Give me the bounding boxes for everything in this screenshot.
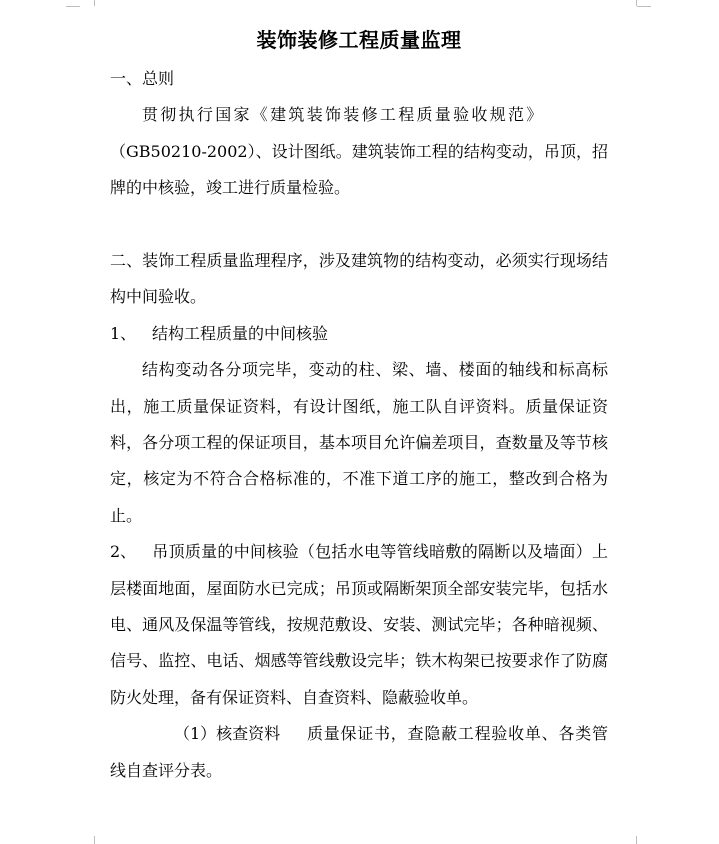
item-2-paragraph <box>110 534 608 716</box>
document-title: 装饰装修工程质量监理 <box>256 28 462 52</box>
crop-mark-bottom-left <box>80 836 95 844</box>
crop-mark-bottom-right <box>636 836 651 844</box>
section-2-heading: 二、装饰工程质量监理程序，涉及建筑物的结构变动，必须实行现场结构中间验收。 <box>110 251 608 307</box>
item-1-body: 结构变动各分项完毕，变动的柱、梁、墙、楼面的轴线和标高标出，施工质量保证资料，有设计图纸，施工队自评资料。质量保证资料，各分项工程的保证项目，基本项目允许偏差项目，查数量及等节核定，核定为不符合合格标准的，不准下道工序的施工，整改到合格为止。 <box>110 360 608 525</box>
sub-item-1-label: （1）核查资料 <box>174 724 281 744</box>
item-1-number: 1、 <box>110 323 137 343</box>
blank-line <box>110 207 608 243</box>
section-1-body: （GB50210-2002）、设计图纸。建筑装饰工程的结构变动，吊顶，招牌的中核验，竣工进行质量检验。 <box>110 141 608 198</box>
crop-mark-top-left-horizontal <box>66 6 80 7</box>
item-2-body: 吊顶质量的中间核验（包括水电等管线暗敷的隔断以及墙面）上层楼面地面，屋面防水已完成；吊顶或隔断架顶全部安装完毕，包括水电、通风及保温等管线，按规范敷设、安装、测试完毕；各种暗视频、信号、监控、电话、烟感等管线敷设完毕；铁木构架已按要求作了防腐防火处理，备有保证资料、自查资料、隐蔽验收单。 <box>110 542 608 707</box>
sub-item-1-paragraph <box>110 716 608 789</box>
section-1-body-line1: 贯彻执行国家《建筑装饰装修工程质量验收规范》 <box>142 105 545 125</box>
section-1-heading: 一、总则 <box>110 69 175 88</box>
item-1-heading-line <box>110 316 608 352</box>
item-2-number: 2、 <box>110 542 137 562</box>
document-body <box>110 22 608 789</box>
sub-item-1-body: 质量保证书，查隐蔽工程验收单、各类管线自查评分表。 <box>110 724 608 780</box>
crop-mark-top-left <box>80 0 95 6</box>
crop-mark-top-right-horizontal <box>637 6 651 7</box>
item-1-heading: 结构工程质量的中间核验 <box>152 323 329 343</box>
